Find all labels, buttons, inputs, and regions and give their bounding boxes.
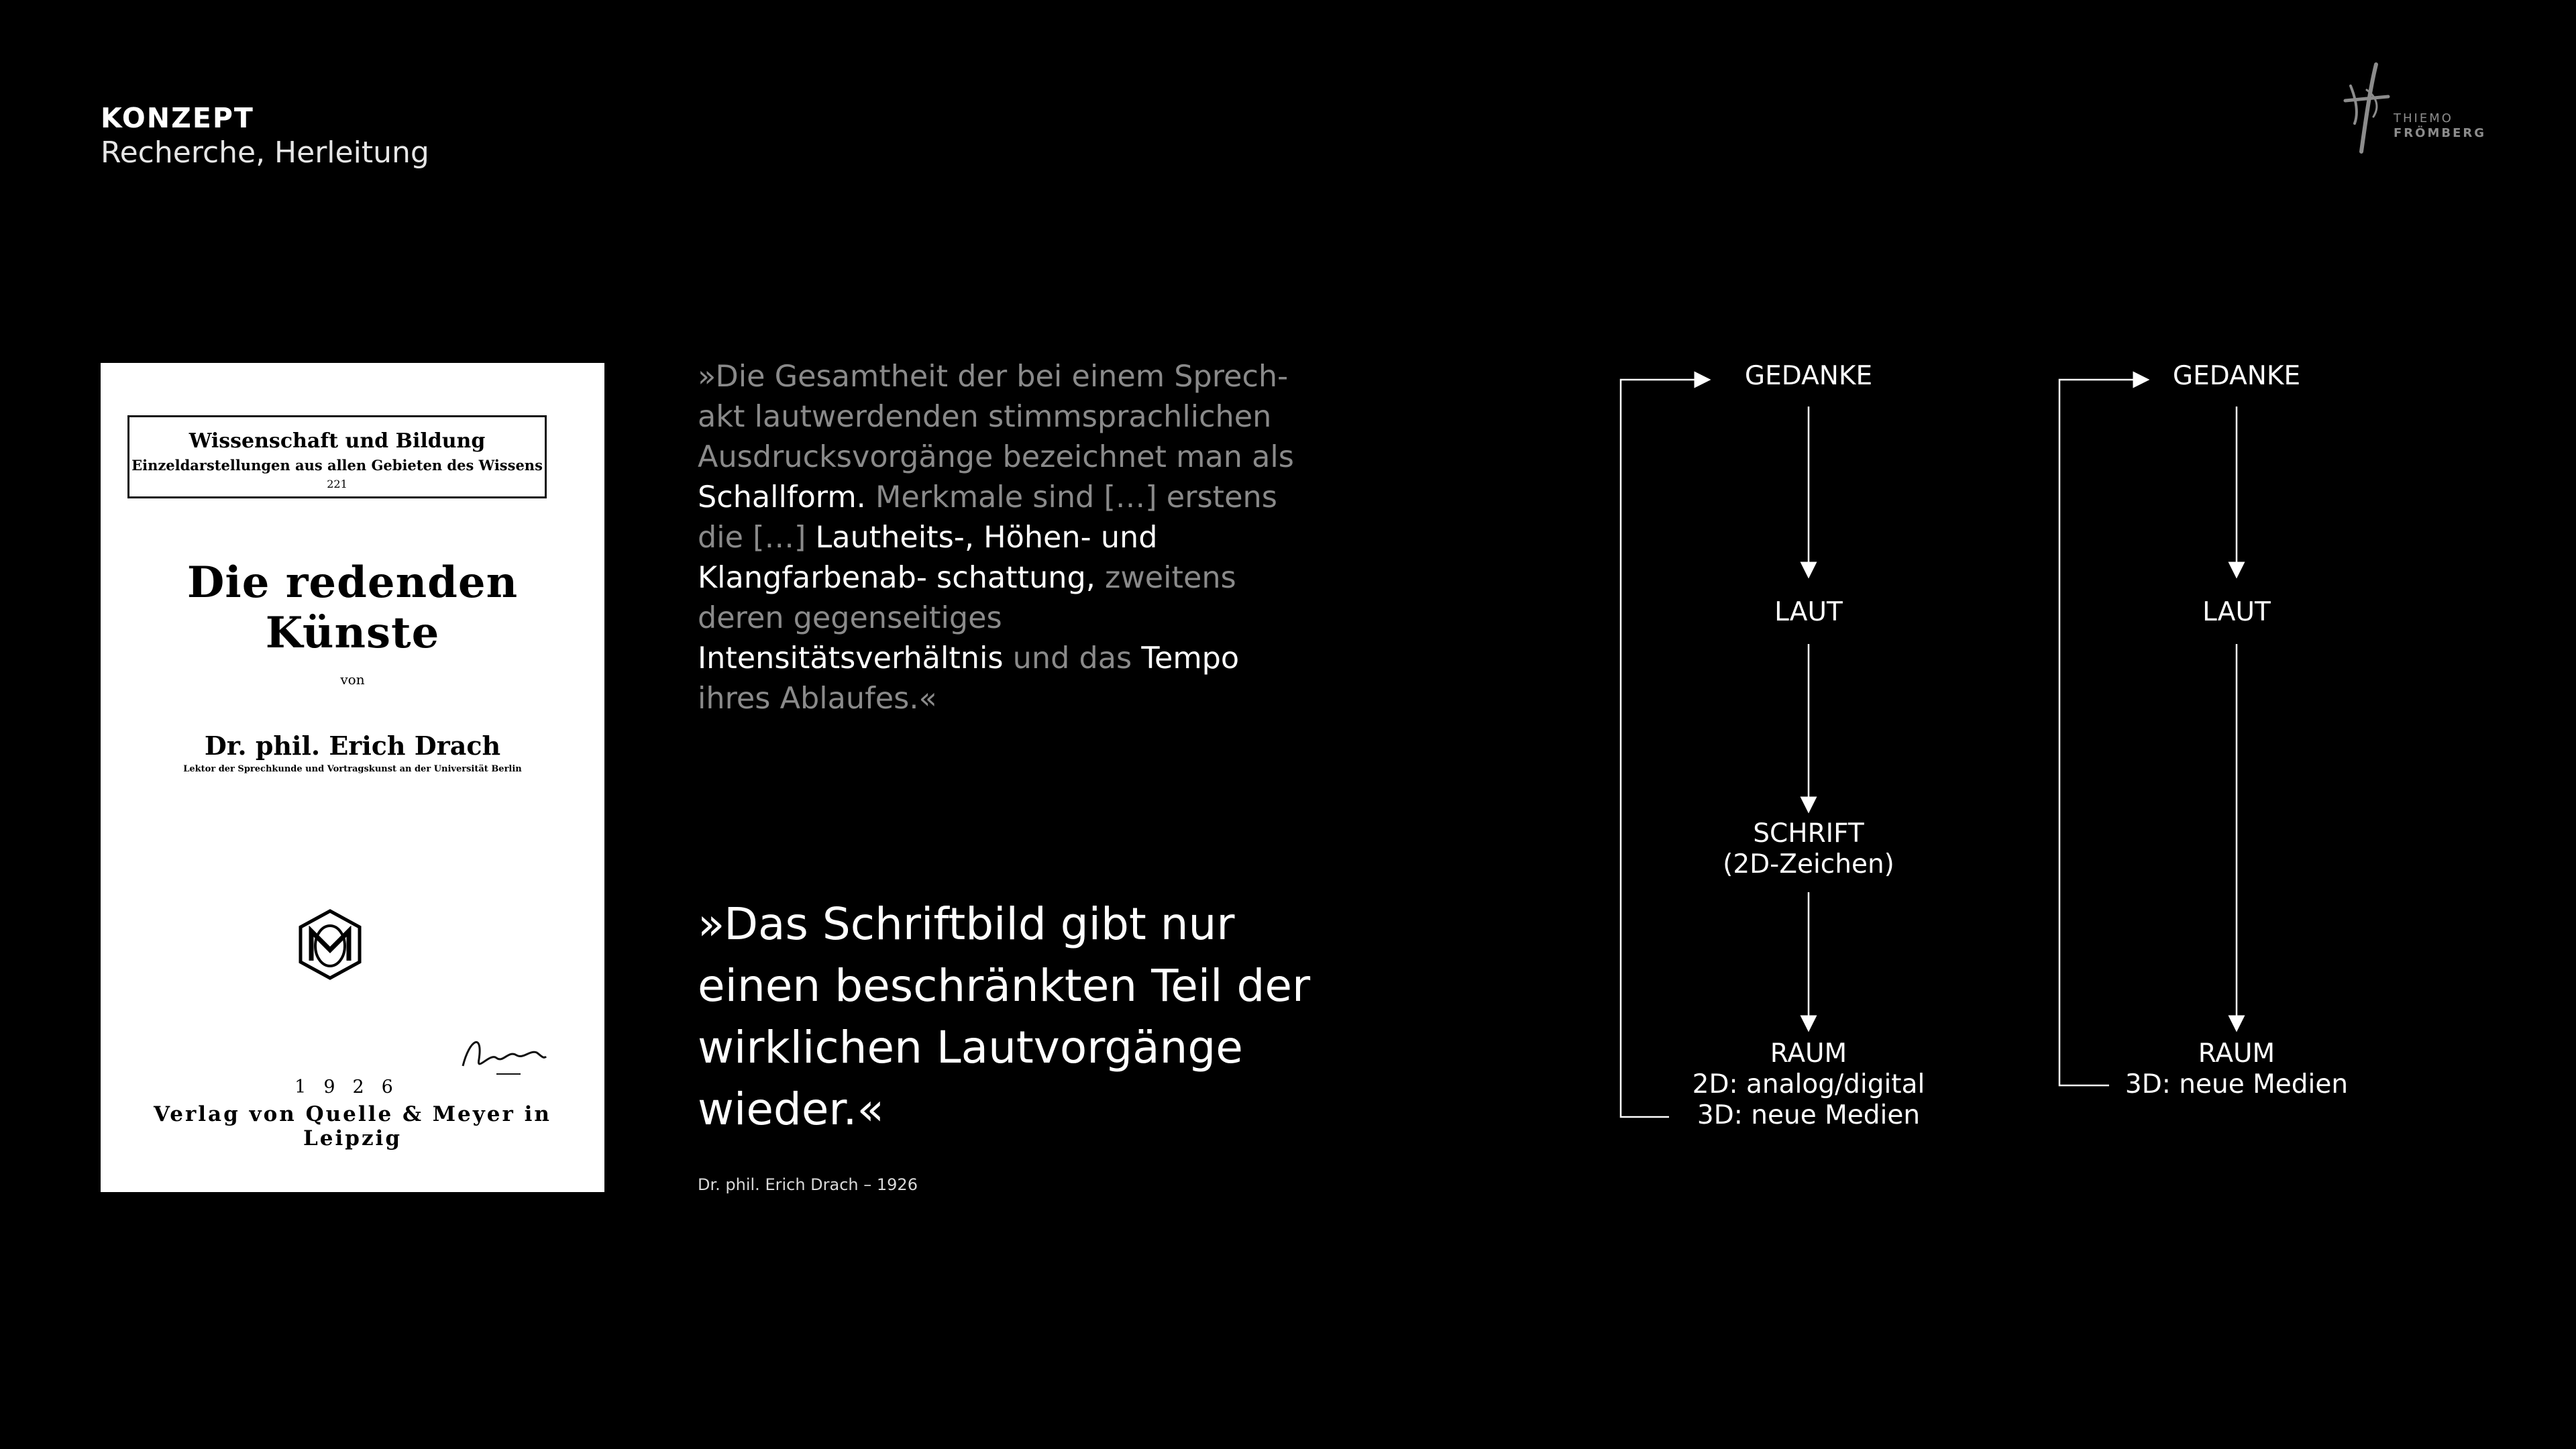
quote-highlight: Tempo	[1141, 641, 1240, 676]
section-title: KONZEPT	[101, 102, 254, 134]
node-schrift-label: SCHRIFT	[1753, 818, 1864, 849]
schriftbild-quote: »Das Schriftbild gibt nur einen beschränkten Teil der wirklichen Lautvorgänge wieder.«	[698, 898, 1311, 1135]
series-box	[127, 415, 547, 498]
series-subtitle: Einzeldarstellungen aus allen Gebieten des Wissens	[131, 457, 543, 474]
feedback-loop-left	[1621, 380, 1703, 1117]
quote-text: »Die Gesamtheit der bei einem Sprech- akt lautwerdenden stimmsprachlichen Ausdrucksvorgänge bezeichnet man als	[698, 360, 1294, 474]
drach-definition-quote	[698, 357, 1315, 719]
node-gedanke-left: GEDANKE	[1744, 361, 1873, 391]
logo-mark-icon	[2341, 59, 2395, 160]
node-schrift-left	[1648, 818, 1970, 880]
node-gedanke-right: GEDANKE	[2172, 361, 2301, 391]
book-year: 1926	[294, 1077, 411, 1097]
node-schrift-detail: (2D-Zeichen)	[1723, 849, 1894, 879]
node-raum-detail-3d: 3D: neue Medien	[2125, 1069, 2349, 1099]
book-von: von	[340, 672, 365, 688]
publisher-emblem-icon	[297, 908, 364, 981]
feedback-loop-right	[2059, 380, 2141, 1085]
node-raum-detail-2d: 2D: analog/digital	[1692, 1069, 1925, 1099]
quote-text: zweitens deren gegenseitiges	[698, 561, 1236, 635]
book-cover-image	[101, 363, 604, 1192]
node-raum-label: RAUM	[1770, 1038, 1847, 1069]
book-author-role: Lektor der Sprechkunde und Vortragskunst an der Universität Berlin	[183, 764, 522, 774]
logo	[2341, 59, 2487, 160]
book-title: Die redenden Künste	[186, 557, 519, 658]
quote-text: ihres Ablaufes.«	[698, 682, 937, 716]
node-raum-left	[1648, 1038, 1970, 1131]
node-raum-label: RAUM	[2198, 1038, 2275, 1069]
quote-highlight: Lautheits-, Höhen- und Klangfarbenab- schattung,	[698, 521, 1158, 595]
node-raum-detail-3d: 3D: neue Medien	[1697, 1100, 1921, 1130]
node-laut-left: LAUT	[1774, 597, 1843, 627]
handwritten-signature	[456, 1026, 550, 1079]
book-author: Dr. phil. Erich Drach	[204, 731, 501, 761]
quote-source: Dr. phil. Erich Drach – 1926	[698, 1175, 918, 1194]
logo-name-first: THIEMO	[2394, 111, 2453, 125]
quote-text: Merkmale sind […] erstens die […]	[698, 480, 1277, 555]
quote-highlight: Schallform.	[698, 480, 866, 515]
logo-name-last: FRÖMBERG	[2394, 126, 2487, 140]
node-laut-right: LAUT	[2202, 597, 2271, 627]
quote-highlight: Intensitätsverhältnis	[698, 641, 1004, 676]
quote-text: und das	[1003, 641, 1142, 676]
book-publisher: Verlag von Quelle & Meyer in Leipzig	[154, 1102, 551, 1150]
series-title: Wissenschaft und Bildung	[189, 429, 486, 453]
node-raum-right	[2076, 1038, 2398, 1100]
section-subtitle: Recherche, Herleitung	[101, 136, 429, 170]
flow-diagram	[1597, 349, 2402, 1181]
series-number: 221	[327, 478, 347, 490]
